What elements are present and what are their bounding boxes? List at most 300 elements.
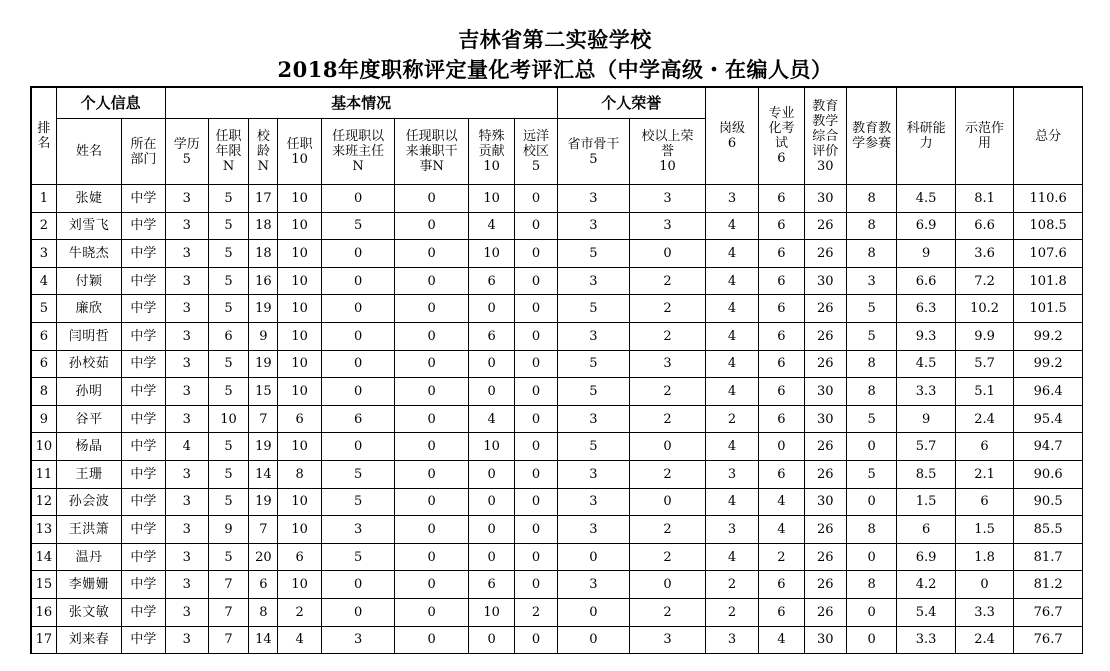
table-cell: 0 bbox=[846, 598, 896, 626]
table-cell: 0 bbox=[515, 543, 557, 571]
table-cell: 0 bbox=[557, 543, 630, 571]
table-cell: 中学 bbox=[122, 516, 165, 544]
table-cell: 9 bbox=[208, 516, 248, 544]
table-cell: 中学 bbox=[122, 322, 165, 350]
table-row bbox=[31, 598, 1083, 626]
table-cell: 2.4 bbox=[955, 626, 1013, 654]
col-header-department: 所在 部门 bbox=[122, 119, 165, 185]
table-row bbox=[31, 433, 1083, 461]
table-cell: 4.2 bbox=[897, 571, 955, 599]
table-cell: 0 bbox=[395, 543, 469, 571]
table-cell: 10 bbox=[468, 433, 514, 461]
table-cell: 10 bbox=[278, 267, 321, 295]
table-cell: 107.6 bbox=[1014, 240, 1083, 268]
table-cell: 5 bbox=[208, 350, 248, 378]
table-cell: 0 bbox=[759, 433, 804, 461]
table-cell: 81.2 bbox=[1014, 571, 1083, 599]
table-cell: 3.3 bbox=[897, 626, 955, 654]
table-row bbox=[31, 295, 1083, 323]
table-cell: 5 bbox=[846, 405, 896, 433]
table-cell: 2 bbox=[630, 598, 706, 626]
table-cell: 5 bbox=[321, 543, 395, 571]
table-cell: 26 bbox=[804, 598, 846, 626]
name-cell: 王珊 bbox=[56, 460, 122, 488]
table-cell: 0 bbox=[515, 488, 557, 516]
table-cell: 6 bbox=[278, 543, 321, 571]
table-cell: 0 bbox=[395, 185, 469, 213]
table-cell: 30 bbox=[804, 185, 846, 213]
table-cell: 26 bbox=[804, 543, 846, 571]
table-cell: 4 bbox=[705, 212, 758, 240]
name-cell: 李姗姗 bbox=[56, 571, 122, 599]
table-cell: 3 bbox=[165, 350, 208, 378]
name-cell: 张婕 bbox=[56, 185, 122, 213]
col-header-post-level: 岗级 6 bbox=[705, 87, 758, 185]
table-cell: 4 bbox=[705, 295, 758, 323]
table-cell: 3 bbox=[557, 267, 630, 295]
table-row bbox=[31, 267, 1083, 295]
table-cell: 8 bbox=[846, 212, 896, 240]
table-cell: 19 bbox=[249, 350, 278, 378]
table-cell: 5 bbox=[208, 240, 248, 268]
table-cell: 3 bbox=[165, 460, 208, 488]
table-cell: 5 bbox=[208, 488, 248, 516]
table-cell: 85.5 bbox=[1014, 516, 1083, 544]
table-cell: 2 bbox=[630, 405, 706, 433]
table-cell: 8 bbox=[846, 350, 896, 378]
col-header-name: 姓名 bbox=[56, 119, 122, 185]
col-header-part-time: 任现职以 来兼职干 事N bbox=[395, 119, 469, 185]
name-cell: 廉欣 bbox=[56, 295, 122, 323]
table-cell: 20 bbox=[249, 543, 278, 571]
table-cell: 0 bbox=[846, 488, 896, 516]
table-cell: 1.5 bbox=[955, 516, 1013, 544]
table-cell: 中学 bbox=[122, 267, 165, 295]
table-cell: 3.6 bbox=[955, 240, 1013, 268]
name-cell: 谷平 bbox=[56, 405, 122, 433]
col-header-demonstration: 示范作 用 bbox=[955, 87, 1013, 185]
table-cell: 3 bbox=[165, 516, 208, 544]
table-cell: 0 bbox=[557, 598, 630, 626]
table-cell: 5 bbox=[208, 433, 248, 461]
table-row bbox=[31, 405, 1083, 433]
table-cell: 10 bbox=[278, 322, 321, 350]
col-header-position: 任职 10 bbox=[278, 119, 321, 185]
table-cell: 30 bbox=[804, 405, 846, 433]
table-cell: 6 bbox=[759, 571, 804, 599]
table-cell: 16 bbox=[249, 267, 278, 295]
rank-cell: 14 bbox=[31, 543, 56, 571]
table-cell: 0 bbox=[468, 350, 514, 378]
table-cell: 2 bbox=[630, 516, 706, 544]
name-cell: 张文敏 bbox=[56, 598, 122, 626]
name-cell: 牛晓杰 bbox=[56, 240, 122, 268]
table-cell: 8 bbox=[846, 378, 896, 406]
table-cell: 0 bbox=[321, 185, 395, 213]
table-cell: 0 bbox=[846, 626, 896, 654]
table-cell: 0 bbox=[630, 240, 706, 268]
table-cell: 0 bbox=[395, 405, 469, 433]
table-cell: 26 bbox=[804, 516, 846, 544]
table-cell: 99.2 bbox=[1014, 350, 1083, 378]
table-cell: 8.1 bbox=[955, 185, 1013, 213]
table-cell: 3 bbox=[557, 571, 630, 599]
table-cell: 0 bbox=[846, 433, 896, 461]
table-cell: 0 bbox=[395, 571, 469, 599]
table-cell: 0 bbox=[321, 598, 395, 626]
table-row bbox=[31, 350, 1083, 378]
table-cell: 108.5 bbox=[1014, 212, 1083, 240]
table-cell: 0 bbox=[321, 350, 395, 378]
table-cell: 6 bbox=[955, 488, 1013, 516]
table-row bbox=[31, 322, 1083, 350]
table-cell: 0 bbox=[515, 378, 557, 406]
table-cell: 8 bbox=[846, 185, 896, 213]
table-cell: 26 bbox=[804, 322, 846, 350]
table-cell: 4 bbox=[165, 433, 208, 461]
table-cell: 10 bbox=[278, 212, 321, 240]
table-cell: 2 bbox=[630, 543, 706, 571]
rank-cell: 17 bbox=[31, 626, 56, 654]
table-cell: 30 bbox=[804, 378, 846, 406]
name-cell: 王洪箫 bbox=[56, 516, 122, 544]
table-cell: 3 bbox=[165, 295, 208, 323]
table-cell: 6 bbox=[759, 405, 804, 433]
table-cell: 0 bbox=[515, 322, 557, 350]
table-cell: 0 bbox=[468, 460, 514, 488]
table-cell: 0 bbox=[395, 295, 469, 323]
table-cell: 0 bbox=[395, 267, 469, 295]
table-row bbox=[31, 212, 1083, 240]
table-cell: 2 bbox=[759, 543, 804, 571]
col-header-education: 学历 5 bbox=[165, 119, 208, 185]
table-cell: 0 bbox=[395, 378, 469, 406]
table-cell: 5 bbox=[557, 378, 630, 406]
table-cell: 0 bbox=[321, 571, 395, 599]
table-cell: 0 bbox=[515, 516, 557, 544]
table-cell: 0 bbox=[321, 240, 395, 268]
table-cell: 4 bbox=[705, 240, 758, 268]
name-cell: 温丹 bbox=[56, 543, 122, 571]
table-cell: 10.2 bbox=[955, 295, 1013, 323]
score-table bbox=[30, 86, 1083, 654]
table-cell: 6.9 bbox=[897, 543, 955, 571]
table-row bbox=[31, 240, 1083, 268]
table-cell: 96.4 bbox=[1014, 378, 1083, 406]
table-cell: 4 bbox=[705, 322, 758, 350]
table-cell: 10 bbox=[278, 185, 321, 213]
table-cell: 0 bbox=[515, 267, 557, 295]
table-cell: 15 bbox=[249, 378, 278, 406]
table-cell: 30 bbox=[804, 626, 846, 654]
table-cell: 3 bbox=[165, 240, 208, 268]
table-cell: 4 bbox=[705, 488, 758, 516]
table-cell: 0 bbox=[630, 571, 706, 599]
table-cell: 14 bbox=[249, 460, 278, 488]
table-cell: 10 bbox=[278, 350, 321, 378]
table-cell: 94.7 bbox=[1014, 433, 1083, 461]
col-header-backbone: 省市骨干 5 bbox=[557, 119, 630, 185]
table-cell: 3 bbox=[165, 598, 208, 626]
table-cell: 5 bbox=[208, 295, 248, 323]
table-cell: 90.5 bbox=[1014, 488, 1083, 516]
table-cell: 76.7 bbox=[1014, 598, 1083, 626]
table-row bbox=[31, 543, 1083, 571]
name-cell: 刘雪飞 bbox=[56, 212, 122, 240]
table-cell: 81.7 bbox=[1014, 543, 1083, 571]
table-cell: 0 bbox=[630, 433, 706, 461]
table-cell: 26 bbox=[804, 433, 846, 461]
table-cell: 9 bbox=[897, 240, 955, 268]
table-cell: 10 bbox=[278, 488, 321, 516]
table-cell: 2 bbox=[705, 571, 758, 599]
table-cell: 3 bbox=[165, 212, 208, 240]
table-row bbox=[31, 378, 1083, 406]
col-header-tenure: 任职 年限 N bbox=[208, 119, 248, 185]
table-cell: 10 bbox=[278, 516, 321, 544]
rank-cell: 8 bbox=[31, 378, 56, 406]
table-cell: 3 bbox=[557, 516, 630, 544]
table-cell: 中学 bbox=[122, 212, 165, 240]
table-cell: 2 bbox=[515, 598, 557, 626]
table-cell: 中学 bbox=[122, 295, 165, 323]
table-cell: 5 bbox=[557, 240, 630, 268]
table-cell: 9 bbox=[897, 405, 955, 433]
table-cell: 9.3 bbox=[897, 322, 955, 350]
table-cell: 5 bbox=[208, 460, 248, 488]
table-cell: 中学 bbox=[122, 433, 165, 461]
table-cell: 26 bbox=[804, 460, 846, 488]
table-cell: 10 bbox=[278, 295, 321, 323]
table-cell: 中学 bbox=[122, 460, 165, 488]
table-cell: 0 bbox=[515, 185, 557, 213]
table-cell: 30 bbox=[804, 488, 846, 516]
table-cell: 4 bbox=[705, 267, 758, 295]
table-cell: 0 bbox=[515, 295, 557, 323]
table-cell: 3 bbox=[165, 322, 208, 350]
table-cell: 6.3 bbox=[897, 295, 955, 323]
table-cell: 4 bbox=[468, 212, 514, 240]
table-cell: 0 bbox=[630, 488, 706, 516]
table-cell: 中学 bbox=[122, 405, 165, 433]
group-header-honor: 个人荣誉 bbox=[557, 87, 705, 119]
table-cell: 8 bbox=[846, 240, 896, 268]
table-cell: 0 bbox=[468, 543, 514, 571]
table-cell: 4 bbox=[468, 405, 514, 433]
rank-cell: 11 bbox=[31, 460, 56, 488]
table-cell: 99.2 bbox=[1014, 322, 1083, 350]
table-cell: 8 bbox=[846, 516, 896, 544]
table-cell: 2.4 bbox=[955, 405, 1013, 433]
table-cell: 18 bbox=[249, 212, 278, 240]
rank-cell: 12 bbox=[31, 488, 56, 516]
table-cell: 0 bbox=[395, 350, 469, 378]
table-cell: 0 bbox=[468, 378, 514, 406]
table-cell: 4 bbox=[759, 488, 804, 516]
table-cell: 0 bbox=[395, 488, 469, 516]
table-cell: 2 bbox=[630, 295, 706, 323]
table-cell: 中学 bbox=[122, 488, 165, 516]
table-cell: 3 bbox=[705, 516, 758, 544]
table-cell: 3 bbox=[557, 405, 630, 433]
name-cell: 孙校茹 bbox=[56, 350, 122, 378]
col-header-evaluation: 教育 教学 综合 评价 30 bbox=[804, 87, 846, 185]
table-cell: 8.5 bbox=[897, 460, 955, 488]
table-cell: 2.1 bbox=[955, 460, 1013, 488]
table-cell: 0 bbox=[395, 626, 469, 654]
table-cell: 中学 bbox=[122, 571, 165, 599]
table-cell: 5.1 bbox=[955, 378, 1013, 406]
table-cell: 6 bbox=[468, 267, 514, 295]
table-cell: 6 bbox=[759, 350, 804, 378]
table-cell: 0 bbox=[468, 516, 514, 544]
table-cell: 10 bbox=[278, 571, 321, 599]
col-header-research: 科研能 力 bbox=[897, 87, 955, 185]
table-cell: 0 bbox=[515, 240, 557, 268]
table-cell: 9 bbox=[249, 322, 278, 350]
table-cell: 3 bbox=[557, 322, 630, 350]
table-cell: 5 bbox=[321, 488, 395, 516]
table-cell: 7 bbox=[249, 405, 278, 433]
table-cell: 6 bbox=[759, 185, 804, 213]
name-cell: 闫明哲 bbox=[56, 322, 122, 350]
rank-header: 排 名 bbox=[31, 87, 56, 185]
table-body bbox=[31, 185, 1083, 654]
table-cell: 5 bbox=[208, 212, 248, 240]
rank-cell: 15 bbox=[31, 571, 56, 599]
table-cell: 0 bbox=[955, 571, 1013, 599]
table-cell: 0 bbox=[395, 212, 469, 240]
table-cell: 110.6 bbox=[1014, 185, 1083, 213]
col-header-honors: 校以上荣 誉 10 bbox=[630, 119, 706, 185]
table-cell: 5 bbox=[557, 295, 630, 323]
table-cell: 3 bbox=[846, 267, 896, 295]
table-cell: 26 bbox=[804, 350, 846, 378]
table-cell: 中学 bbox=[122, 185, 165, 213]
table-cell: 5 bbox=[846, 295, 896, 323]
table-cell: 0 bbox=[468, 488, 514, 516]
table-cell: 3 bbox=[630, 350, 706, 378]
table-cell: 5 bbox=[557, 433, 630, 461]
table-cell: 7 bbox=[249, 516, 278, 544]
table-cell: 101.8 bbox=[1014, 267, 1083, 295]
table-cell: 10 bbox=[468, 598, 514, 626]
table-cell: 0 bbox=[395, 433, 469, 461]
table-cell: 10 bbox=[468, 240, 514, 268]
col-header-ocean-campus: 远洋 校区 5 bbox=[515, 119, 557, 185]
table-cell: 0 bbox=[557, 626, 630, 654]
table-row bbox=[31, 460, 1083, 488]
table-cell: 6 bbox=[759, 267, 804, 295]
table-row bbox=[31, 571, 1083, 599]
table-cell: 5.4 bbox=[897, 598, 955, 626]
table-cell: 8 bbox=[846, 571, 896, 599]
table-cell: 26 bbox=[804, 571, 846, 599]
table-cell: 26 bbox=[804, 295, 846, 323]
table-cell: 3 bbox=[321, 626, 395, 654]
table-row bbox=[31, 516, 1083, 544]
table-cell: 7.2 bbox=[955, 267, 1013, 295]
table-cell: 3 bbox=[165, 626, 208, 654]
table-cell: 1.5 bbox=[897, 488, 955, 516]
table-cell: 4 bbox=[759, 516, 804, 544]
table-cell: 5 bbox=[846, 460, 896, 488]
table-cell: 0 bbox=[515, 460, 557, 488]
table-cell: 1.8 bbox=[955, 543, 1013, 571]
table-cell: 3 bbox=[705, 626, 758, 654]
table-cell: 中学 bbox=[122, 598, 165, 626]
table-cell: 4 bbox=[705, 378, 758, 406]
table-cell: 3 bbox=[165, 185, 208, 213]
table-cell: 0 bbox=[395, 598, 469, 626]
table-cell: 6 bbox=[759, 240, 804, 268]
rank-cell: 3 bbox=[31, 240, 56, 268]
table-cell: 6 bbox=[249, 571, 278, 599]
table-cell: 6.6 bbox=[955, 212, 1013, 240]
table-cell: 101.5 bbox=[1014, 295, 1083, 323]
table-cell: 10 bbox=[278, 433, 321, 461]
table-cell: 6 bbox=[759, 322, 804, 350]
table-cell: 3 bbox=[557, 185, 630, 213]
document-title: 吉林省第二实验学校 bbox=[458, 27, 652, 52]
header-row-groups bbox=[31, 87, 1083, 119]
name-cell: 杨晶 bbox=[56, 433, 122, 461]
table-cell: 3 bbox=[557, 460, 630, 488]
table-cell: 0 bbox=[395, 322, 469, 350]
col-header-exam: 专业 化考 试 6 bbox=[759, 87, 804, 185]
table-cell: 0 bbox=[468, 295, 514, 323]
table-cell: 6 bbox=[759, 598, 804, 626]
table-cell: 0 bbox=[395, 460, 469, 488]
table-row bbox=[31, 185, 1083, 213]
table-cell: 26 bbox=[804, 212, 846, 240]
table-cell: 6 bbox=[759, 295, 804, 323]
rank-cell: 16 bbox=[31, 598, 56, 626]
table-cell: 3 bbox=[705, 185, 758, 213]
table-cell: 2 bbox=[630, 267, 706, 295]
name-cell: 孙会波 bbox=[56, 488, 122, 516]
table-cell: 6 bbox=[278, 405, 321, 433]
table-cell: 10 bbox=[278, 240, 321, 268]
table-cell: 中学 bbox=[122, 626, 165, 654]
table-cell: 10 bbox=[208, 405, 248, 433]
rank-cell: 2 bbox=[31, 212, 56, 240]
table-cell: 3 bbox=[557, 212, 630, 240]
rank-cell: 6 bbox=[31, 350, 56, 378]
table-cell: 2 bbox=[630, 378, 706, 406]
table-cell: 30 bbox=[804, 267, 846, 295]
table-cell: 10 bbox=[468, 185, 514, 213]
table-cell: 8 bbox=[278, 460, 321, 488]
table-cell: 3 bbox=[165, 488, 208, 516]
table-cell: 2 bbox=[278, 598, 321, 626]
table-cell: 3 bbox=[165, 405, 208, 433]
table-cell: 2 bbox=[705, 405, 758, 433]
table-cell: 2 bbox=[705, 598, 758, 626]
table-cell: 0 bbox=[395, 240, 469, 268]
table-cell: 5 bbox=[557, 350, 630, 378]
table-cell: 3 bbox=[165, 267, 208, 295]
table-cell: 3 bbox=[705, 460, 758, 488]
table-cell: 4 bbox=[705, 543, 758, 571]
table-cell: 0 bbox=[321, 378, 395, 406]
table-cell: 6 bbox=[468, 571, 514, 599]
table-cell: 3.3 bbox=[897, 378, 955, 406]
table-cell: 19 bbox=[249, 295, 278, 323]
table-cell: 4 bbox=[278, 626, 321, 654]
table-cell: 6 bbox=[321, 405, 395, 433]
table-cell: 5 bbox=[208, 543, 248, 571]
